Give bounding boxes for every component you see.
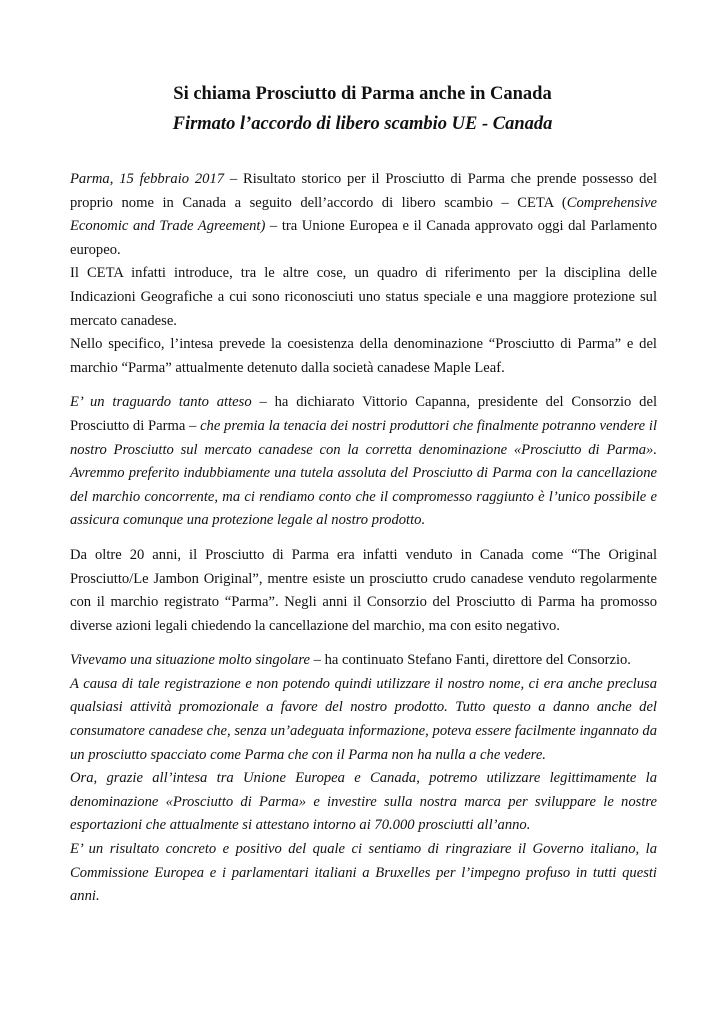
paragraph-coexistence: Nello specifico, l’intesa prevede la coesistenza della denominazione “Prosciutto di Parma” e del marchio “Parma” attualmente detenuto dalla società canadese Maple Leaf. [70,336,657,376]
fanti-quote-opening: Vivevamo una situazione molto singolare [70,652,310,669]
intro-text-1: – Risultato storico per il Prosciutto di Parma che prende possesso del proprio nome in Canada a seguito dell’accordo di libero scambio – CETA ( [70,171,657,211]
dateline: Parma, 15 febbraio 2017 [70,171,225,187]
paragraph-capanna-quote [70,391,657,533]
quote-body: che premia la tenacia dei nostri produttori che finalmente potranno vendere il nostro Prosciutto sul mercato canadese con la corretta denominazione «Prosciutto di Parma». Avremmo preferito indubbiamente una tutela assoluta del Prosciutto di Parma con la cancellazione del marchio concorrente, ma ci rendiamo conto che il compromesso raggiunto è l’unico possibile e assicura comunque una protezione legale al nostro prodotto. [70,417,657,529]
ceta-full-name: Comprehensive Economic and Trade Agreement) [70,194,657,235]
article-body [70,168,657,909]
fanti-attribution: – ha continuato Stefano Fanti, direttore del Consorzio. [309,652,631,669]
page-title: Si chiama Prosciutto di Parma anche in Canada [173,84,552,104]
page-subtitle: Firmato l’accordo di libero scambio UE - Canada [172,114,553,134]
quote-opening: E’ un traguardo tanto atteso [70,394,252,411]
paragraph-history: Da oltre 20 anni, il Prosciutto di Parma era infatti venduto in Canada come “The Original Prosciutto/Le Jambon Original”, mentre esiste un prosciutto crudo canadese venduto regolarmente con il marchio registrato “Parma”. Negli anni il Consorzio del Prosciutto di Parma ha promosso diverse azioni legali chiedendo la cancellazione del marchio, ma con esito negativo. [70,546,657,634]
quote-attribution: – ha dichiarato Vittorio Capanna, presidente del Consorzio del Prosciutto di Parma – [70,394,657,434]
paragraph-fanti-quote-2: Ora, grazie all’intesa tra Unione Europea e Canada, potremo utilizzare legittimamente la denominazione «Prosciutto di Parma» e investire sulla nostra marca per sviluppare le nostre esportazioni che attualmente si attestano intorno ai 70.000 prosciutti all’anno. [70,770,657,834]
paragraph-fanti-intro [70,649,657,673]
paragraph-fanti-quote-3: E’ un risultato concreto e positivo del quale ci sentiamo di ringraziare il Governo italiano, la Commissione Europea e i parlamentari italiani a Bruxelles per l’impegno profuso in tutti questi anni. [70,841,657,905]
paragraph-ceta: Il CETA infatti introduce, tra le altre cose, un quadro di riferimento per la disciplina delle Indicazioni Geografiche a cui sono riconosciuti uno status speciale e una maggiore protezione sul mercato canadese. [70,265,657,329]
paragraph-intro [70,168,657,262]
paragraph-fanti-quote-1: A causa di tale registrazione e non potendo quindi utilizzare il nostro nome, ci era anche preclusa qualsiasi attività promozionale a favore del nostro prodotto. Tutto questo a danno anche del consumatore canadese che, senza un’adeguata informazione, poteva essere facilmente ingannato da un prosciutto spacciato come Parma che con il Parma non ha nulla a che vedere. [70,675,657,763]
intro-text-2: – tra Unione Europea e il Canada approvato oggi dal Parlamento europeo. [70,218,657,258]
